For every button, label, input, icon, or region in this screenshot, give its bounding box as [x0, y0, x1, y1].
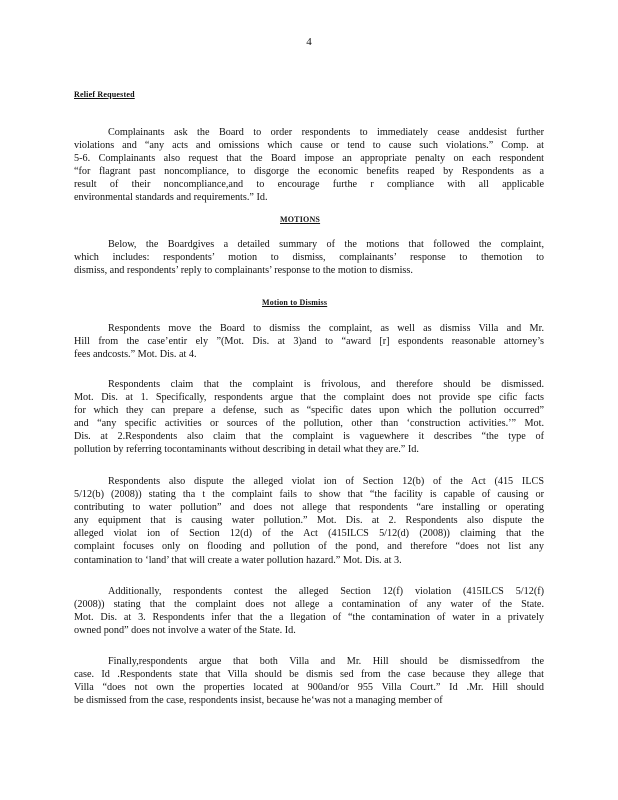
text-line: “for flagrant past noncompliance, to disgorge the economic benefits reaped by Respondents as a: [74, 166, 544, 178]
paragraph-mtd-frivolous: [74, 378, 544, 457]
paragraph-mtd-sections-12b-12d: [74, 475, 544, 567]
text-line: case. Id .Respondents state that Villa should be dismis sed from the case because they allege that: [74, 669, 544, 681]
paragraph-motions-intro: [74, 238, 544, 277]
text-line: complaint focuses only on flooding and pollution of the pond, and therefore “does not list any: [74, 541, 544, 553]
text-line: Below, the Boardgives a detailed summary of the motions that followed the complaint,: [108, 239, 544, 250]
text-line: (2008)) stating that the complaint does not allege a contamination of any water of the State.: [74, 599, 544, 611]
text-line: alleged violat ion of Section 12(d) of the Act (415ILCS 5/12(d) (2008)) claiming that the: [74, 528, 544, 540]
paragraph-mtd-dismiss-parties: [74, 655, 544, 707]
text-line: be dismissed from the case, respondents insist, because he‘was not a managing member of: [74, 695, 443, 707]
text-line: which includes: respondents’ motion to dismiss, complainants’ response to themotion to: [74, 252, 544, 264]
heading-motions: MOTIONS: [280, 215, 321, 224]
text-line: Finally,respondents argue that both Villa and Mr. Hill should be dismissedfrom the: [108, 656, 544, 667]
text-line: Hill from the case’entir ely ”(Mot. Dis. at 3)and to “award [r] espondents reasonable attorney’s: [74, 336, 544, 348]
heading-motion-to-dismiss: Motion to Dismiss: [262, 298, 328, 307]
heading-relief-requested: Relief Requested: [74, 90, 135, 99]
text-line: Respondents also dispute the alleged violat ion of Section 12(b) of the Act (415 ILCS: [108, 476, 544, 487]
paragraph-mtd-request: [74, 322, 544, 361]
text-line: for which they can prepare a defense, such as “specific dates upon which the pollution occurred”: [74, 405, 544, 417]
text-line: result of their noncompliance,and to encourage furthe r compliance with all applicable: [74, 179, 544, 191]
text-line: fees andcosts.” Mot. Dis. at 4.: [74, 349, 197, 361]
text-line: Mot. Dis. at 1. Specifically, respondents argue that the complaint does not provide spe cific facts: [74, 392, 544, 404]
paragraph-relief-requested: [74, 126, 544, 205]
text-line: contributing to water pollution” and does not allege that respondents “are installing or operating: [74, 502, 544, 514]
page-number: 4: [306, 36, 312, 48]
text-line: Additionally, respondents contest the alleged Section 12(f) violation (415ILCS 5/12(f): [108, 586, 544, 597]
text-line: and “any specific activities or sources of the pollution, other than ‘construction activities.’” Mot.: [74, 418, 544, 430]
text-line: any equipment that is causing water pollution.” Mot. Dis. at 2. Respondents also dispute the: [74, 515, 544, 527]
text-line: environmental standards and requirements.” Id.: [74, 192, 268, 204]
text-line: Respondents move the Board to dismiss the complaint, as well as dismiss Villa and Mr.: [108, 323, 544, 334]
text-line: violations and “any acts and omissions which cause or tend to cause such violations.” Comp. at: [74, 140, 544, 152]
text-line: 5-6. Complainants also request that the Board impose an appropriate penalty on each respondent: [74, 153, 544, 165]
text-line: owned pond” does not involve a water of the State. Id.: [74, 625, 296, 637]
text-line: Complainants ask the Board to order respondents to immediately cease anddesist further: [108, 127, 544, 138]
text-line: Mot. Dis. at 3. Respondents infer that the a llegation of “the contamination of water in a privately: [74, 612, 544, 624]
text-line: pollution by referring tocontaminants without describing in detail what they are.” Id.: [74, 444, 419, 456]
text-line: contamination to ‘land’ that will create a water pollution hazard.” Mot. Dis. at 3.: [74, 554, 402, 566]
text-line: 5/12(b) (2008)) stating tha t the complaint fails to show that “the facility is capable of causing or: [74, 489, 544, 501]
text-line: dismiss, and respondents’ reply to complainants’ response to the motion to dismiss.: [74, 265, 413, 277]
text-line: Respondents claim that the complaint is frivolous, and therefore should be dismissed.: [108, 379, 544, 390]
text-line: Dis. at 2.Respondents also claim that the complaint is vaguewhere it describes “the type of: [74, 431, 544, 443]
text-line: Villa “does not own the properties located at 900and/or 955 Villa Court.” Id .Mr. Hill should: [74, 682, 544, 694]
paragraph-mtd-section-12f: [74, 585, 544, 637]
